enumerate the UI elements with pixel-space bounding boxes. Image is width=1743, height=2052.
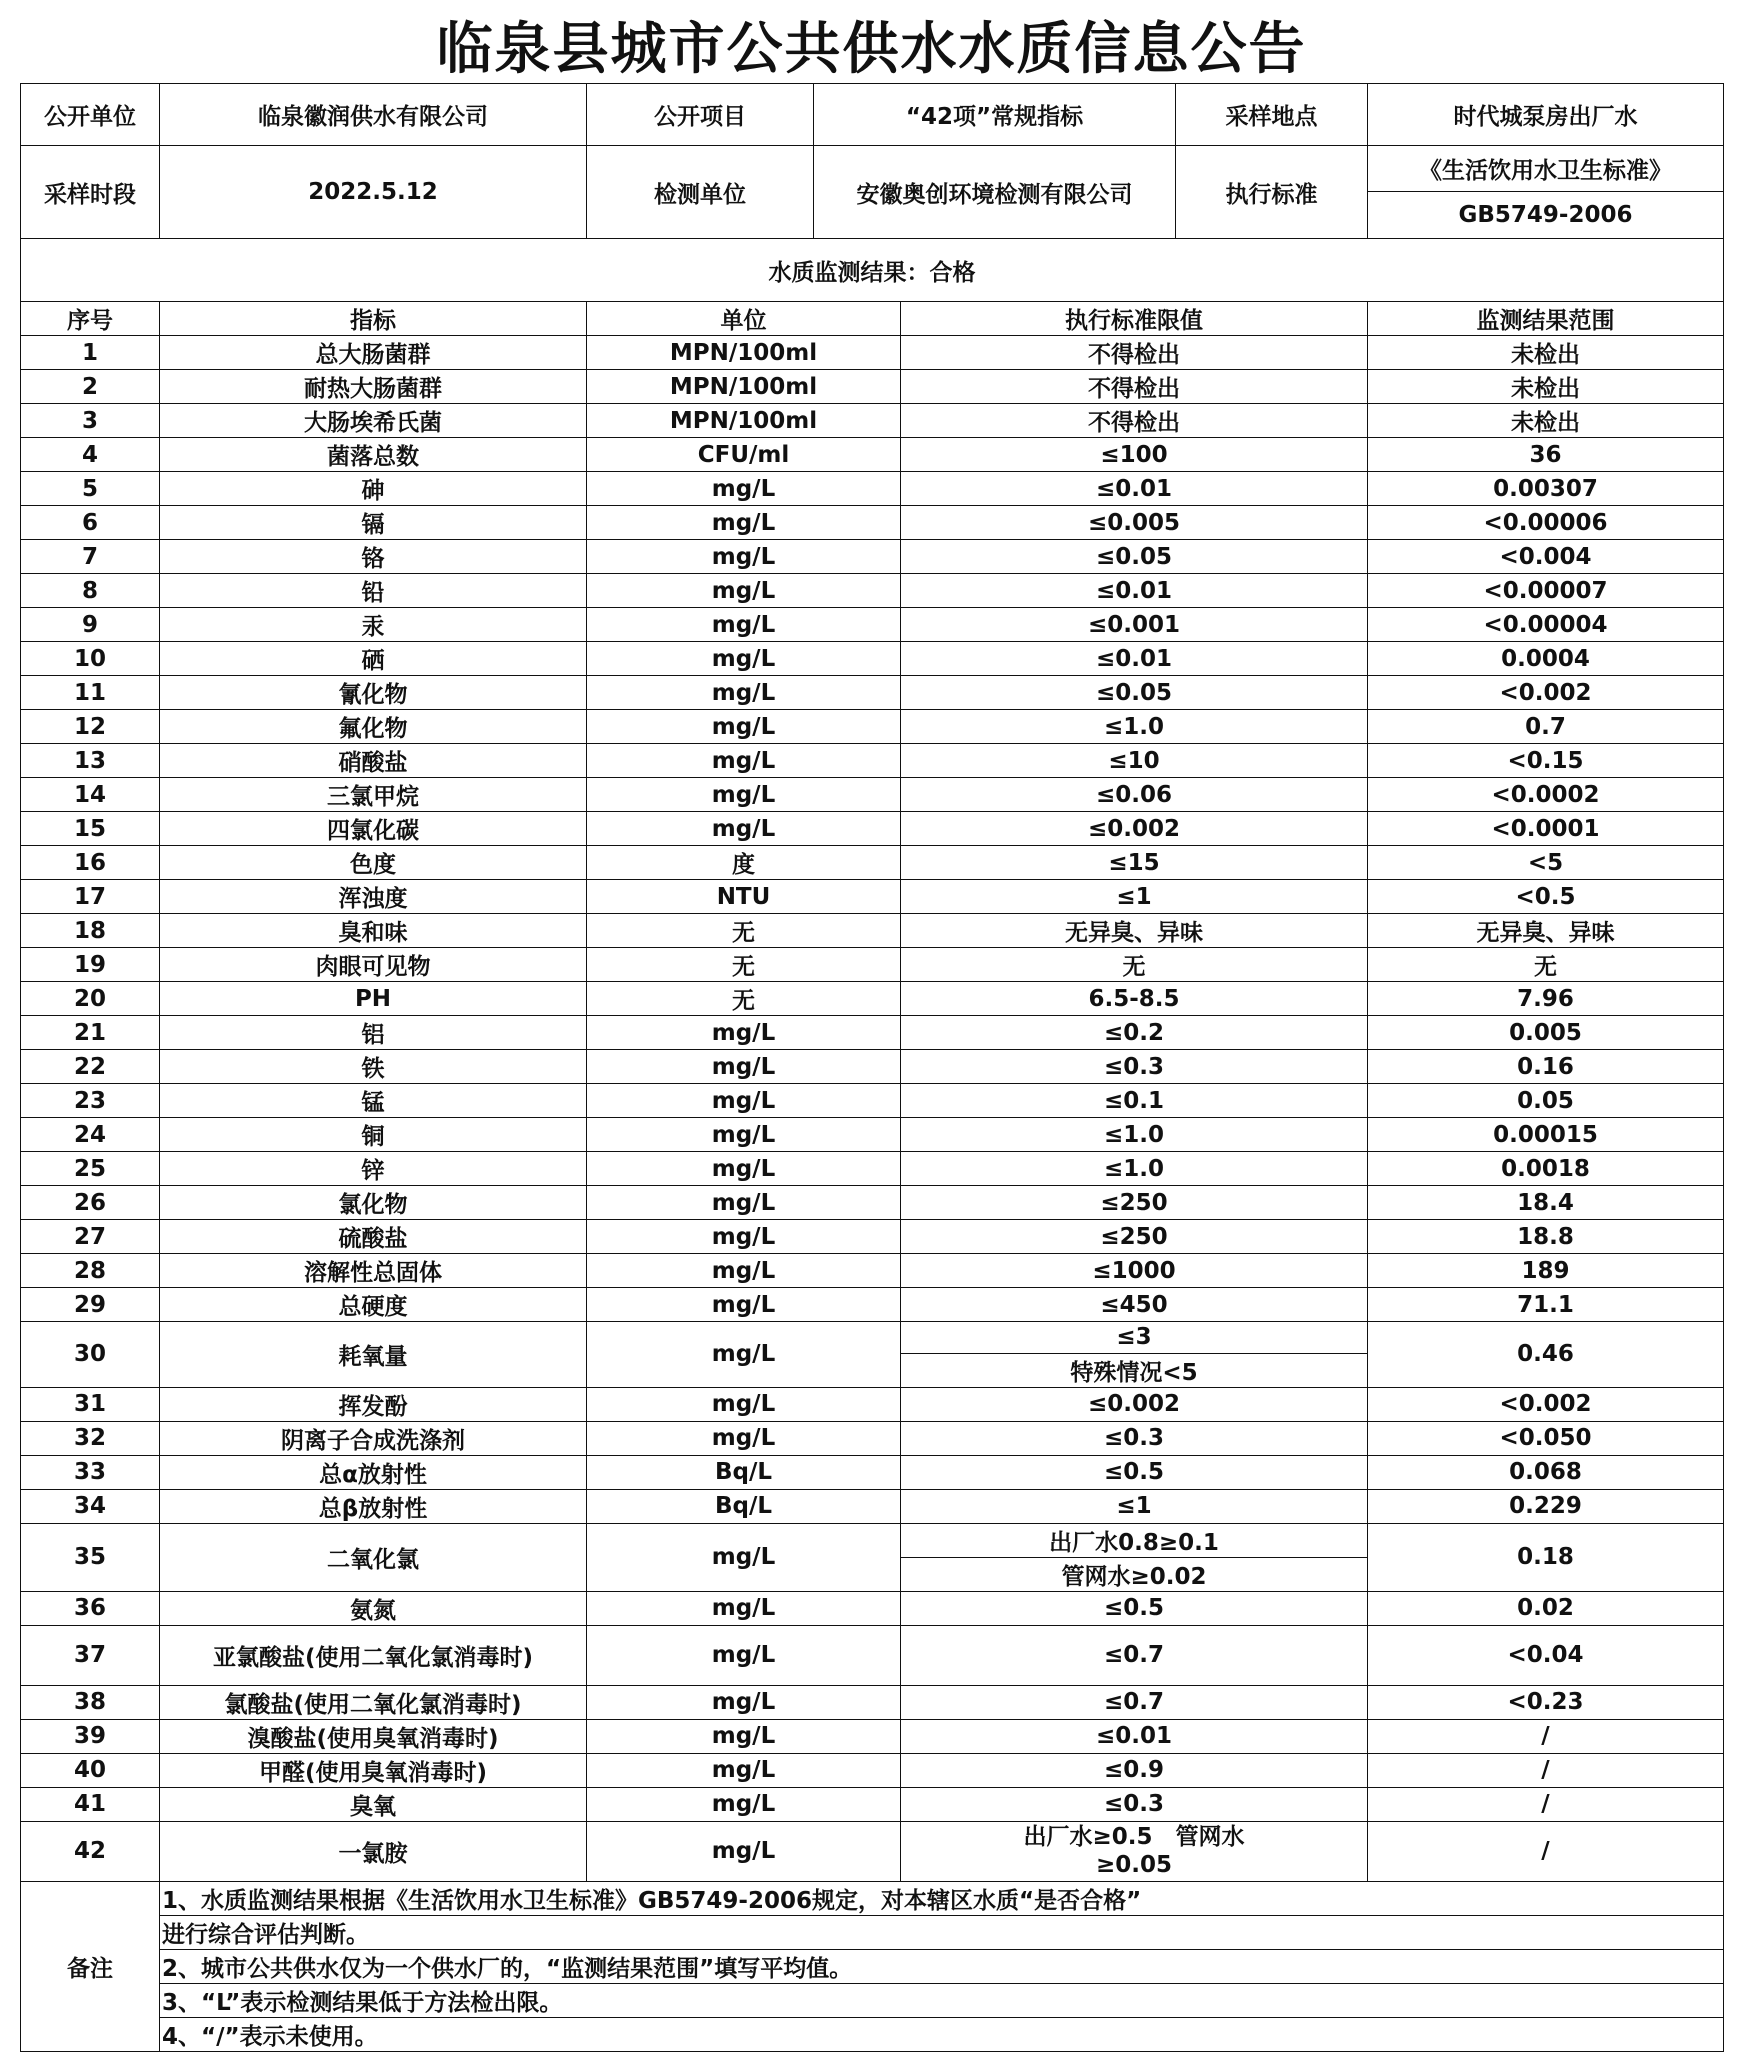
row-limit: ≤0.9 bbox=[901, 1753, 1368, 1787]
table-row bbox=[21, 982, 1724, 1016]
row-limit: ≤0.005 bbox=[901, 506, 1368, 540]
table-row bbox=[21, 404, 1724, 438]
row-no: 25 bbox=[21, 1152, 160, 1186]
row-result: 0.00015 bbox=[1368, 1118, 1724, 1152]
row-result: <5 bbox=[1368, 846, 1724, 880]
row-unit: mg/L bbox=[587, 1254, 901, 1288]
row-result: <0.5 bbox=[1368, 880, 1724, 914]
row-limit: ≤100 bbox=[901, 438, 1368, 472]
row-no: 34 bbox=[21, 1489, 160, 1523]
row-unit: mg/L bbox=[587, 1753, 901, 1787]
row-unit: MPN/100ml bbox=[587, 370, 901, 404]
row-result: <0.00004 bbox=[1368, 608, 1724, 642]
row-no: 41 bbox=[21, 1787, 160, 1821]
row-limit: 不得检出 bbox=[901, 370, 1368, 404]
table-row bbox=[21, 370, 1724, 404]
row-no: 23 bbox=[21, 1084, 160, 1118]
table-row bbox=[21, 472, 1724, 506]
row-indicator: 总硬度 bbox=[160, 1288, 587, 1322]
row-indicator: 总α放射性 bbox=[160, 1455, 587, 1489]
row-no: 12 bbox=[21, 710, 160, 744]
row-indicator: 色度 bbox=[160, 846, 587, 880]
table-row bbox=[21, 1719, 1724, 1753]
note-row bbox=[21, 2017, 1724, 2051]
row-indicator: 铅 bbox=[160, 574, 587, 608]
row-unit: mg/L bbox=[587, 1625, 901, 1685]
row-unit: mg/L bbox=[587, 1821, 901, 1881]
info-label-publisher: 公开单位 bbox=[21, 84, 160, 146]
row-result: 36 bbox=[1368, 438, 1724, 472]
row-limit: 6.5-8.5 bbox=[901, 982, 1368, 1016]
row-limit: ≤0.7 bbox=[901, 1625, 1368, 1685]
row-no: 39 bbox=[21, 1719, 160, 1753]
row-no: 35 bbox=[21, 1523, 160, 1591]
row-no: 22 bbox=[21, 1050, 160, 1084]
row-indicator: 氯酸盐(使用二氧化氯消毒时) bbox=[160, 1685, 587, 1719]
row-unit: mg/L bbox=[587, 506, 901, 540]
row-unit: NTU bbox=[587, 880, 901, 914]
row-unit: mg/L bbox=[587, 642, 901, 676]
row-limit: ≤0.05 bbox=[901, 540, 1368, 574]
row-no: 10 bbox=[21, 642, 160, 676]
row-unit: mg/L bbox=[587, 1084, 901, 1118]
row-indicator: 硒 bbox=[160, 642, 587, 676]
row-unit: mg/L bbox=[587, 574, 901, 608]
row-indicator: 阴离子合成洗涤剂 bbox=[160, 1421, 587, 1455]
table-body bbox=[21, 84, 1724, 2052]
row-limit: 不得检出 bbox=[901, 404, 1368, 438]
table-row bbox=[21, 1421, 1724, 1455]
row-limit: ≤0.002 bbox=[901, 1387, 1368, 1421]
row-limit-line: ≥0.05 bbox=[1095, 1852, 1173, 1879]
row-no: 38 bbox=[21, 1685, 160, 1719]
row-indicator: 氨氮 bbox=[160, 1591, 587, 1625]
row-unit: mg/L bbox=[587, 812, 901, 846]
row-indicator: 锌 bbox=[160, 1152, 587, 1186]
column-header-unit: 单位 bbox=[587, 302, 901, 336]
row-no: 15 bbox=[21, 812, 160, 846]
row-limit: ≤0.01 bbox=[901, 574, 1368, 608]
table-row bbox=[21, 914, 1724, 948]
row-limit: ≤0.1 bbox=[901, 1084, 1368, 1118]
row-unit: mg/L bbox=[587, 472, 901, 506]
row-result: <0.050 bbox=[1368, 1421, 1724, 1455]
column-header-result: 监测结果范围 bbox=[1368, 302, 1724, 336]
row-indicator: 氟化物 bbox=[160, 710, 587, 744]
row-limit: ≤0.002 bbox=[901, 812, 1368, 846]
row-indicator: 三氯甲烷 bbox=[160, 778, 587, 812]
row-no: 5 bbox=[21, 472, 160, 506]
column-header-no: 序号 bbox=[21, 302, 160, 336]
row-unit: 无 bbox=[587, 948, 901, 982]
row-indicator: 臭氧 bbox=[160, 1787, 587, 1821]
row-indicator: 浑浊度 bbox=[160, 880, 587, 914]
row-unit: mg/L bbox=[587, 744, 901, 778]
table-row bbox=[21, 438, 1724, 472]
row-indicator: 挥发酚 bbox=[160, 1387, 587, 1421]
info-label-period: 采样时段 bbox=[21, 146, 160, 239]
row-limit: ≤0.05 bbox=[901, 676, 1368, 710]
row-indicator: 甲醛(使用臭氧消毒时) bbox=[160, 1753, 587, 1787]
table-row bbox=[21, 880, 1724, 914]
row-unit: mg/L bbox=[587, 1152, 901, 1186]
row-no: 4 bbox=[21, 438, 160, 472]
row-indicator: 亚氯酸盐(使用二氧化氯消毒时) bbox=[160, 1625, 587, 1685]
row-indicator: 二氧化氯 bbox=[160, 1523, 587, 1591]
row-limit: ≤1.0 bbox=[901, 1152, 1368, 1186]
row-unit: mg/L bbox=[587, 540, 901, 574]
row-unit: mg/L bbox=[587, 1186, 901, 1220]
row-unit: CFU/ml bbox=[587, 438, 901, 472]
notes-label: 备注 bbox=[21, 1881, 160, 2051]
row-indicator: 铁 bbox=[160, 1050, 587, 1084]
row-limit: ≤0.5 bbox=[901, 1455, 1368, 1489]
row-unit: mg/L bbox=[587, 1719, 901, 1753]
row-unit: 度 bbox=[587, 846, 901, 880]
row-result: 0.005 bbox=[1368, 1016, 1724, 1050]
row-result: 未检出 bbox=[1368, 336, 1724, 370]
table-row bbox=[21, 1322, 1724, 1354]
note-line: 3、“L”表示检测结果低于方法检出限。 bbox=[160, 1983, 1724, 2017]
table-row bbox=[21, 1591, 1724, 1625]
table-row bbox=[21, 1625, 1724, 1685]
note-row bbox=[21, 1915, 1724, 1949]
row-no: 3 bbox=[21, 404, 160, 438]
table-row bbox=[21, 1220, 1724, 1254]
info-row-1 bbox=[21, 84, 1724, 146]
row-result: <0.002 bbox=[1368, 1387, 1724, 1421]
row-unit: mg/L bbox=[587, 1118, 901, 1152]
row-unit: 无 bbox=[587, 914, 901, 948]
table-row bbox=[21, 710, 1724, 744]
row-result: <0.00006 bbox=[1368, 506, 1724, 540]
row-unit: 无 bbox=[587, 982, 901, 1016]
row-limit: ≤0.01 bbox=[901, 472, 1368, 506]
info-value-location: 时代城泵房出厂水 bbox=[1368, 84, 1724, 146]
row-unit: mg/L bbox=[587, 1288, 901, 1322]
result-line: 水质监测结果：合格 bbox=[21, 239, 1724, 302]
table-row bbox=[21, 1523, 1724, 1557]
row-no: 42 bbox=[21, 1821, 160, 1881]
row-indicator: 锰 bbox=[160, 1084, 587, 1118]
row-unit: Bq/L bbox=[587, 1489, 901, 1523]
row-limit: ≤250 bbox=[901, 1186, 1368, 1220]
row-result: <0.0001 bbox=[1368, 812, 1724, 846]
row-indicator: 硫酸盐 bbox=[160, 1220, 587, 1254]
row-indicator: 四氯化碳 bbox=[160, 812, 587, 846]
row-no: 30 bbox=[21, 1322, 160, 1388]
row-result: <0.23 bbox=[1368, 1685, 1724, 1719]
row-indicator: 总β放射性 bbox=[160, 1489, 587, 1523]
row-result: 0.05 bbox=[1368, 1084, 1724, 1118]
row-indicator: 铝 bbox=[160, 1016, 587, 1050]
table-row bbox=[21, 676, 1724, 710]
row-result: <0.004 bbox=[1368, 540, 1724, 574]
row-indicator: 溴酸盐(使用臭氧消毒时) bbox=[160, 1719, 587, 1753]
row-no: 13 bbox=[21, 744, 160, 778]
row-indicator: 硝酸盐 bbox=[160, 744, 587, 778]
row-no: 14 bbox=[21, 778, 160, 812]
note-row bbox=[21, 1983, 1724, 2017]
note-line: 2、城市公共供水仅为一个供水厂的，“监测结果范围”填写平均值。 bbox=[160, 1949, 1724, 1983]
table-row bbox=[21, 846, 1724, 880]
row-limit-line: 出厂水≥0.5 管网水 bbox=[1023, 1824, 1245, 1851]
row-result: 7.96 bbox=[1368, 982, 1724, 1016]
row-no: 27 bbox=[21, 1220, 160, 1254]
row-no: 7 bbox=[21, 540, 160, 574]
row-unit: mg/L bbox=[587, 676, 901, 710]
table-row bbox=[21, 1084, 1724, 1118]
row-no: 16 bbox=[21, 846, 160, 880]
row-result: 0.0004 bbox=[1368, 642, 1724, 676]
table-row bbox=[21, 1455, 1724, 1489]
row-indicator: 大肠埃希氏菌 bbox=[160, 404, 587, 438]
row-limit: 无 bbox=[901, 948, 1368, 982]
table-row bbox=[21, 506, 1724, 540]
row-indicator: 氯化物 bbox=[160, 1186, 587, 1220]
row-result: 189 bbox=[1368, 1254, 1724, 1288]
row-no: 11 bbox=[21, 676, 160, 710]
note-line: 1、水质监测结果根据《生活饮用水卫生标准》GB5749-2006规定，对本辖区水质“是否合格” bbox=[160, 1881, 1724, 1915]
row-unit: MPN/100ml bbox=[587, 336, 901, 370]
row-result: / bbox=[1368, 1719, 1724, 1753]
note-row bbox=[21, 1949, 1724, 1983]
row-result: <0.00007 bbox=[1368, 574, 1724, 608]
row-indicator: 铬 bbox=[160, 540, 587, 574]
column-header-name: 指标 bbox=[160, 302, 587, 336]
row-limit: ≤0.3 bbox=[901, 1421, 1368, 1455]
info-label-project: 公开项目 bbox=[587, 84, 814, 146]
row-limit: ≤1 bbox=[901, 880, 1368, 914]
note-line: 4、“/”表示未使用。 bbox=[160, 2017, 1724, 2051]
row-result: / bbox=[1368, 1787, 1724, 1821]
column-header-limit: 执行标准限值 bbox=[901, 302, 1368, 336]
row-indicator: 溶解性总固体 bbox=[160, 1254, 587, 1288]
row-no: 9 bbox=[21, 608, 160, 642]
info-label-standard: 执行标准 bbox=[1176, 146, 1368, 239]
row-unit: mg/L bbox=[587, 1591, 901, 1625]
row-result: <0.002 bbox=[1368, 676, 1724, 710]
row-limit: 无异臭、异味 bbox=[901, 914, 1368, 948]
row-no: 18 bbox=[21, 914, 160, 948]
table-row bbox=[21, 778, 1724, 812]
row-result: <0.15 bbox=[1368, 744, 1724, 778]
row-limit: ≤0.001 bbox=[901, 608, 1368, 642]
info-value-project: “42项”常规指标 bbox=[814, 84, 1176, 146]
row-unit: mg/L bbox=[587, 710, 901, 744]
row-result: 18.8 bbox=[1368, 1220, 1724, 1254]
row-unit: mg/L bbox=[587, 1421, 901, 1455]
row-unit: mg/L bbox=[587, 1220, 901, 1254]
row-result: 无异臭、异味 bbox=[1368, 914, 1724, 948]
row-result: 0.02 bbox=[1368, 1591, 1724, 1625]
row-no: 8 bbox=[21, 574, 160, 608]
row-limit: ≤0.3 bbox=[901, 1050, 1368, 1084]
row-result: / bbox=[1368, 1753, 1724, 1787]
table-row bbox=[21, 1685, 1724, 1719]
row-no: 21 bbox=[21, 1016, 160, 1050]
row-indicator: 菌落总数 bbox=[160, 438, 587, 472]
row-result: 71.1 bbox=[1368, 1288, 1724, 1322]
info-value-lab: 安徽奥创环境检测有限公司 bbox=[814, 146, 1176, 239]
row-limit: 特殊情况<5 bbox=[901, 1353, 1368, 1387]
row-result: 0.00307 bbox=[1368, 472, 1724, 506]
note-row bbox=[21, 1881, 1724, 1915]
row-unit: mg/L bbox=[587, 1050, 901, 1084]
row-limit: ≤0.5 bbox=[901, 1591, 1368, 1625]
row-no: 24 bbox=[21, 1118, 160, 1152]
row-indicator: 氰化物 bbox=[160, 676, 587, 710]
page-title: 临泉县城市公共供水水质信息公告 bbox=[436, 17, 1307, 82]
row-indicator: 一氯胺 bbox=[160, 1821, 587, 1881]
row-no: 32 bbox=[21, 1421, 160, 1455]
row-result: 无 bbox=[1368, 948, 1724, 982]
row-indicator: PH bbox=[160, 982, 587, 1016]
row-result: / bbox=[1368, 1821, 1724, 1881]
row-no: 2 bbox=[21, 370, 160, 404]
table-row bbox=[21, 1050, 1724, 1084]
header-row bbox=[21, 302, 1724, 336]
row-indicator: 砷 bbox=[160, 472, 587, 506]
info-value-standard-name: 《生活饮用水卫生标准》 bbox=[1368, 146, 1724, 192]
table-row bbox=[21, 1254, 1724, 1288]
row-unit: mg/L bbox=[587, 778, 901, 812]
row-limit: ≤0.06 bbox=[901, 778, 1368, 812]
result-row bbox=[21, 239, 1724, 302]
table-row bbox=[21, 812, 1724, 846]
row-limit: ≤1.0 bbox=[901, 710, 1368, 744]
row-indicator: 耗氧量 bbox=[160, 1322, 587, 1388]
info-row-2a bbox=[21, 146, 1724, 192]
info-label-lab: 检测单位 bbox=[587, 146, 814, 239]
row-limit: ≤0.3 bbox=[901, 1787, 1368, 1821]
table-row bbox=[21, 608, 1724, 642]
row-no: 20 bbox=[21, 982, 160, 1016]
row-no: 1 bbox=[21, 336, 160, 370]
row-unit: mg/L bbox=[587, 1685, 901, 1719]
info-value-period: 2022.5.12 bbox=[160, 146, 587, 239]
row-unit: Bq/L bbox=[587, 1455, 901, 1489]
info-label-location: 采样地点 bbox=[1176, 84, 1368, 146]
row-result: 18.4 bbox=[1368, 1186, 1724, 1220]
row-unit: mg/L bbox=[587, 1787, 901, 1821]
table-row bbox=[21, 1787, 1724, 1821]
note-line: 进行综合评估判断。 bbox=[160, 1915, 1724, 1949]
row-result: 0.068 bbox=[1368, 1455, 1724, 1489]
row-limit: ≤15 bbox=[901, 846, 1368, 880]
water-quality-table bbox=[20, 83, 1724, 2052]
row-limit: ≤450 bbox=[901, 1288, 1368, 1322]
row-indicator: 肉眼可见物 bbox=[160, 948, 587, 982]
row-indicator: 汞 bbox=[160, 608, 587, 642]
row-no: 37 bbox=[21, 1625, 160, 1685]
row-result: 0.0018 bbox=[1368, 1152, 1724, 1186]
row-limit: ≤0.01 bbox=[901, 1719, 1368, 1753]
row-indicator: 镉 bbox=[160, 506, 587, 540]
info-value-publisher: 临泉徽润供水有限公司 bbox=[160, 84, 587, 146]
row-unit: mg/L bbox=[587, 608, 901, 642]
row-result: 0.229 bbox=[1368, 1489, 1724, 1523]
row-result: 0.18 bbox=[1368, 1523, 1724, 1591]
row-limit: 不得检出 bbox=[901, 336, 1368, 370]
row-indicator: 总大肠菌群 bbox=[160, 336, 587, 370]
row-no: 33 bbox=[21, 1455, 160, 1489]
table-row bbox=[21, 1152, 1724, 1186]
row-no: 40 bbox=[21, 1753, 160, 1787]
row-limit: ≤250 bbox=[901, 1220, 1368, 1254]
row-limit: ≤0.2 bbox=[901, 1016, 1368, 1050]
row-no: 36 bbox=[21, 1591, 160, 1625]
row-no: 19 bbox=[21, 948, 160, 982]
row-unit: mg/L bbox=[587, 1523, 901, 1591]
info-value-standard-code: GB5749-2006 bbox=[1368, 192, 1724, 239]
table-row bbox=[21, 540, 1724, 574]
row-indicator: 臭和味 bbox=[160, 914, 587, 948]
row-limit: 管网水≥0.02 bbox=[901, 1557, 1368, 1591]
table-row bbox=[21, 1186, 1724, 1220]
row-limit: ≤3 bbox=[901, 1322, 1368, 1354]
row-limit: ≤1000 bbox=[901, 1254, 1368, 1288]
table-row bbox=[21, 1387, 1724, 1421]
row-limit: ≤1.0 bbox=[901, 1118, 1368, 1152]
row-limit: 出厂水0.8≥0.1 bbox=[901, 1523, 1368, 1557]
row-indicator: 铜 bbox=[160, 1118, 587, 1152]
table-row bbox=[21, 1821, 1724, 1881]
table-row bbox=[21, 1118, 1724, 1152]
table-row bbox=[21, 1288, 1724, 1322]
row-unit: mg/L bbox=[587, 1322, 901, 1388]
row-result: 未检出 bbox=[1368, 370, 1724, 404]
row-limit: ≤0.01 bbox=[901, 642, 1368, 676]
row-result: 0.46 bbox=[1368, 1322, 1724, 1388]
table-row bbox=[21, 1753, 1724, 1787]
row-no: 31 bbox=[21, 1387, 160, 1421]
row-limit bbox=[901, 1821, 1368, 1881]
row-result: 0.16 bbox=[1368, 1050, 1724, 1084]
row-no: 29 bbox=[21, 1288, 160, 1322]
row-unit: mg/L bbox=[587, 1387, 901, 1421]
row-no: 17 bbox=[21, 880, 160, 914]
row-result: 未检出 bbox=[1368, 404, 1724, 438]
table-row bbox=[21, 1489, 1724, 1523]
row-result: <0.04 bbox=[1368, 1625, 1724, 1685]
table-row bbox=[21, 948, 1724, 982]
row-result: <0.0002 bbox=[1368, 778, 1724, 812]
row-result: 0.7 bbox=[1368, 710, 1724, 744]
row-no: 28 bbox=[21, 1254, 160, 1288]
row-no: 6 bbox=[21, 506, 160, 540]
row-unit: MPN/100ml bbox=[587, 404, 901, 438]
table-row bbox=[21, 336, 1724, 370]
table-row bbox=[21, 744, 1724, 778]
row-limit: ≤10 bbox=[901, 744, 1368, 778]
row-no: 26 bbox=[21, 1186, 160, 1220]
table-row bbox=[21, 1016, 1724, 1050]
row-unit: mg/L bbox=[587, 1016, 901, 1050]
table-row bbox=[21, 642, 1724, 676]
row-limit: ≤1 bbox=[901, 1489, 1368, 1523]
table-row bbox=[21, 574, 1724, 608]
row-indicator: 耐热大肠菌群 bbox=[160, 370, 587, 404]
row-limit: ≤0.7 bbox=[901, 1685, 1368, 1719]
